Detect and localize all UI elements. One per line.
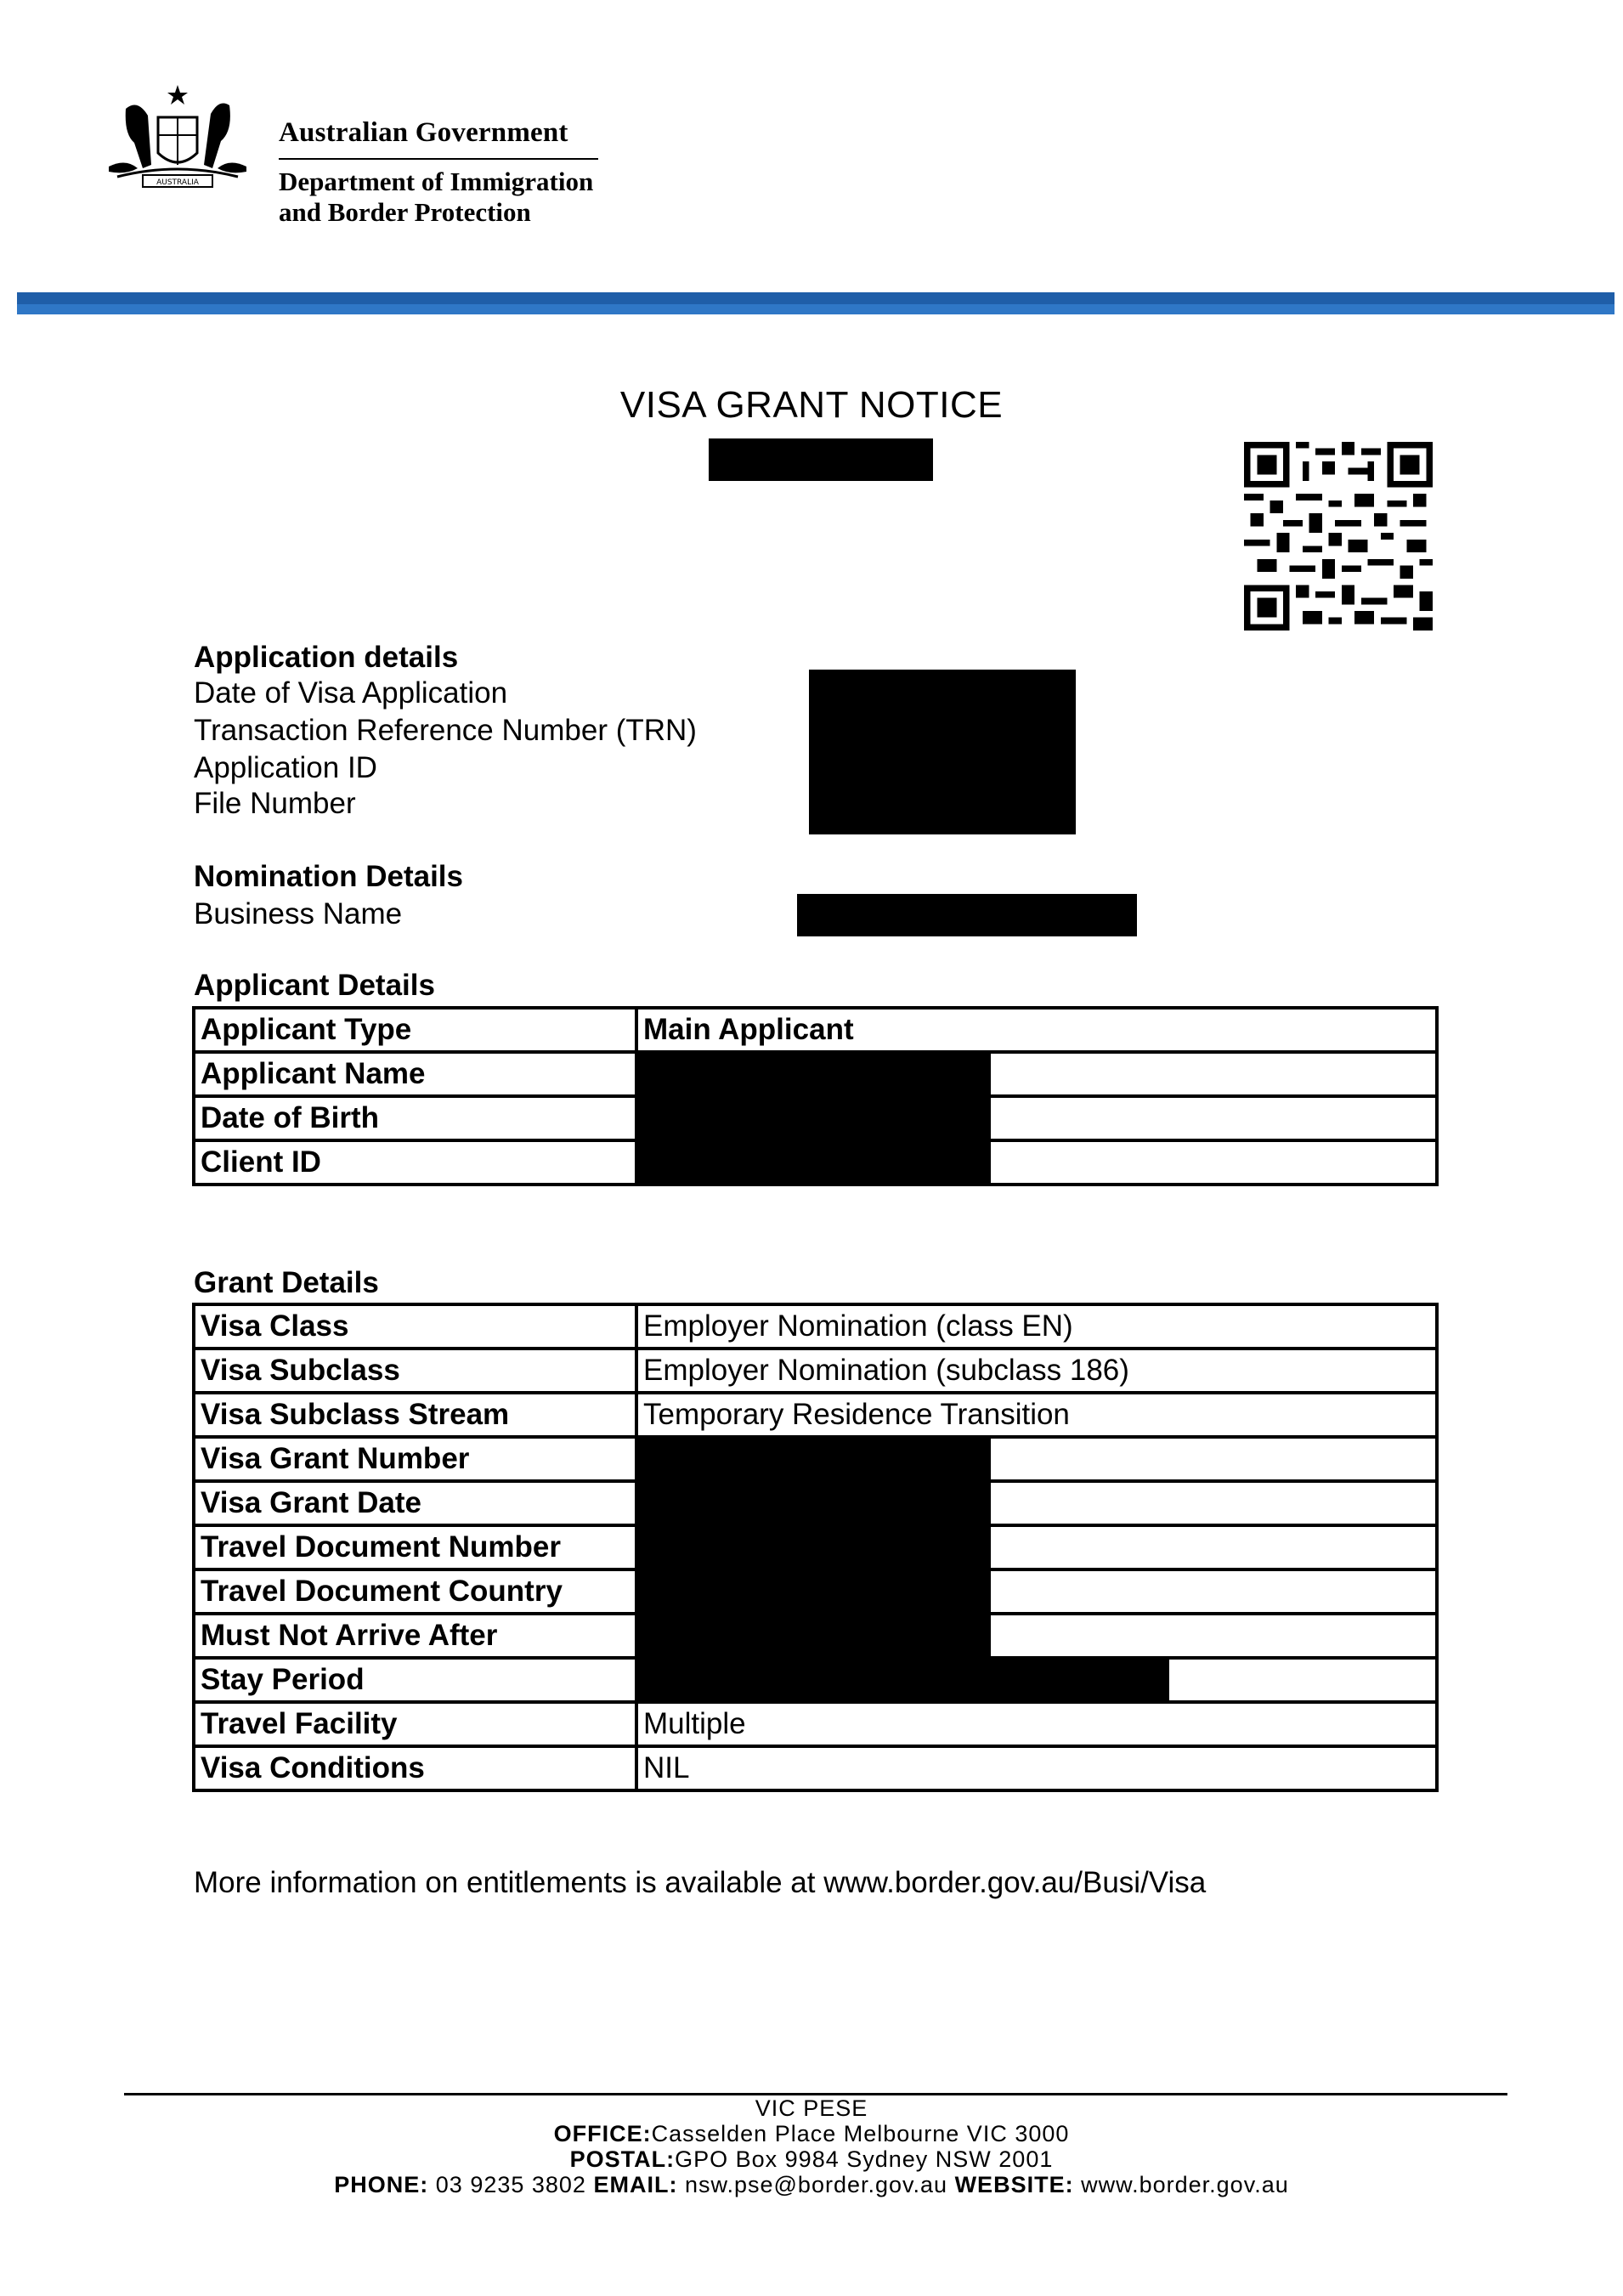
table-row	[194, 1393, 1437, 1437]
table-row	[194, 1614, 1437, 1658]
table-row	[194, 1525, 1437, 1569]
header-band-light	[17, 304, 1615, 314]
grant-details-table	[192, 1303, 1439, 1792]
footer-office: OFFICE:Casselden Place Melbourne VIC 3000	[553, 2121, 1070, 2146]
visa-grant-date-label: Visa Grant Date	[194, 1481, 636, 1525]
applicant-type-label: Applicant Type	[194, 1008, 636, 1052]
redaction	[797, 894, 1137, 936]
table-row	[194, 1008, 1437, 1052]
visa-class-label: Visa Class	[194, 1304, 636, 1349]
applicant-name-value	[636, 1052, 1437, 1096]
table-row	[194, 1702, 1437, 1746]
page-title: VISA GRANT NOTICE	[619, 384, 1004, 426]
travel-document-country-value	[636, 1569, 1437, 1614]
visa-grant-number-label: Visa Grant Number	[194, 1437, 636, 1481]
applicant-details-table	[192, 1006, 1439, 1186]
org-divider	[279, 158, 598, 160]
grant-details-heading: Grant Details	[194, 1266, 379, 1299]
travel-facility-label: Travel Facility	[194, 1702, 636, 1746]
table-row	[194, 1658, 1437, 1702]
department-name: Department of Immigration and Border Protection	[279, 167, 594, 227]
table-row	[194, 1096, 1437, 1140]
applicant-details-heading: Applicant Details	[194, 969, 435, 1002]
footer-office-name: VIC PESE	[755, 2095, 868, 2121]
nomination-details-heading: Nomination Details	[194, 860, 463, 893]
redaction	[638, 1571, 991, 1612]
redaction	[638, 1527, 991, 1568]
client-id-label: Client ID	[194, 1140, 636, 1185]
redaction	[638, 1615, 991, 1656]
footer-contact: PHONE: 03 9235 3802 EMAIL: nsw.pse@border.gov.au WEBSITE: www.border.gov.au	[334, 2172, 1289, 2197]
travel-facility-value: Multiple	[636, 1702, 1437, 1746]
table-row	[194, 1481, 1437, 1525]
crest-text: AUSTRALIA	[156, 178, 199, 187]
redaction	[638, 1098, 991, 1139]
qr-code	[1244, 442, 1433, 631]
redaction	[638, 1439, 991, 1479]
redaction	[638, 1660, 1169, 1700]
redaction	[638, 1483, 991, 1524]
table-row	[194, 1140, 1437, 1185]
stay-period-label: Stay Period	[194, 1658, 636, 1702]
visa-subclass-stream-label: Visa Subclass Stream	[194, 1393, 636, 1437]
footer	[0, 2095, 1623, 2197]
must-not-arrive-after-value	[636, 1614, 1437, 1658]
must-not-arrive-after-label: Must Not Arrive After	[194, 1614, 636, 1658]
table-row	[194, 1569, 1437, 1614]
visa-grant-number-value	[636, 1437, 1437, 1481]
date-of-birth-value	[636, 1096, 1437, 1140]
application-details-heading: Application details	[194, 641, 459, 674]
header-band	[17, 292, 1615, 304]
footer-postal: POSTAL:GPO Box 9984 Sydney NSW 2001	[569, 2146, 1054, 2172]
date-of-visa-application-label: Date of Visa Application	[194, 676, 508, 710]
redaction	[638, 1142, 991, 1183]
visa-conditions-label: Visa Conditions	[194, 1746, 636, 1790]
redaction	[809, 670, 1076, 834]
date-of-birth-label: Date of Birth	[194, 1096, 636, 1140]
travel-document-number-label: Travel Document Number	[194, 1525, 636, 1569]
file-number-label: File Number	[194, 787, 356, 820]
travel-document-number-value	[636, 1525, 1437, 1569]
visa-grant-date-value	[636, 1481, 1437, 1525]
table-row	[194, 1304, 1437, 1349]
visa-subclass-value: Employer Nomination (subclass 186)	[636, 1349, 1437, 1393]
table-row	[194, 1746, 1437, 1790]
client-id-value	[636, 1140, 1437, 1185]
business-name-label: Business Name	[194, 897, 403, 930]
visa-subclass-label: Visa Subclass	[194, 1349, 636, 1393]
visa-conditions-value: NIL	[636, 1746, 1437, 1790]
visa-subclass-stream-value: Temporary Residence Transition	[636, 1393, 1437, 1437]
trn-label: Transaction Reference Number (TRN)	[194, 714, 697, 747]
applicant-type-value: Main Applicant	[636, 1008, 1437, 1052]
redaction	[638, 1054, 991, 1094]
table-row	[194, 1437, 1437, 1481]
stay-period-value	[636, 1658, 1437, 1702]
redaction	[709, 438, 933, 481]
visa-class-value: Employer Nomination (class EN)	[636, 1304, 1437, 1349]
application-id-label: Application ID	[194, 751, 377, 784]
applicant-name-label: Applicant Name	[194, 1052, 636, 1096]
table-row	[194, 1052, 1437, 1096]
table-row	[194, 1349, 1437, 1393]
more-info-text: More information on entitlements is available at www.border.gov.au/Busi/Visa	[194, 1866, 1207, 1899]
coat-of-arms-logo	[109, 83, 246, 202]
travel-document-country-label: Travel Document Country	[194, 1569, 636, 1614]
org-name: Australian Government	[279, 117, 568, 148]
